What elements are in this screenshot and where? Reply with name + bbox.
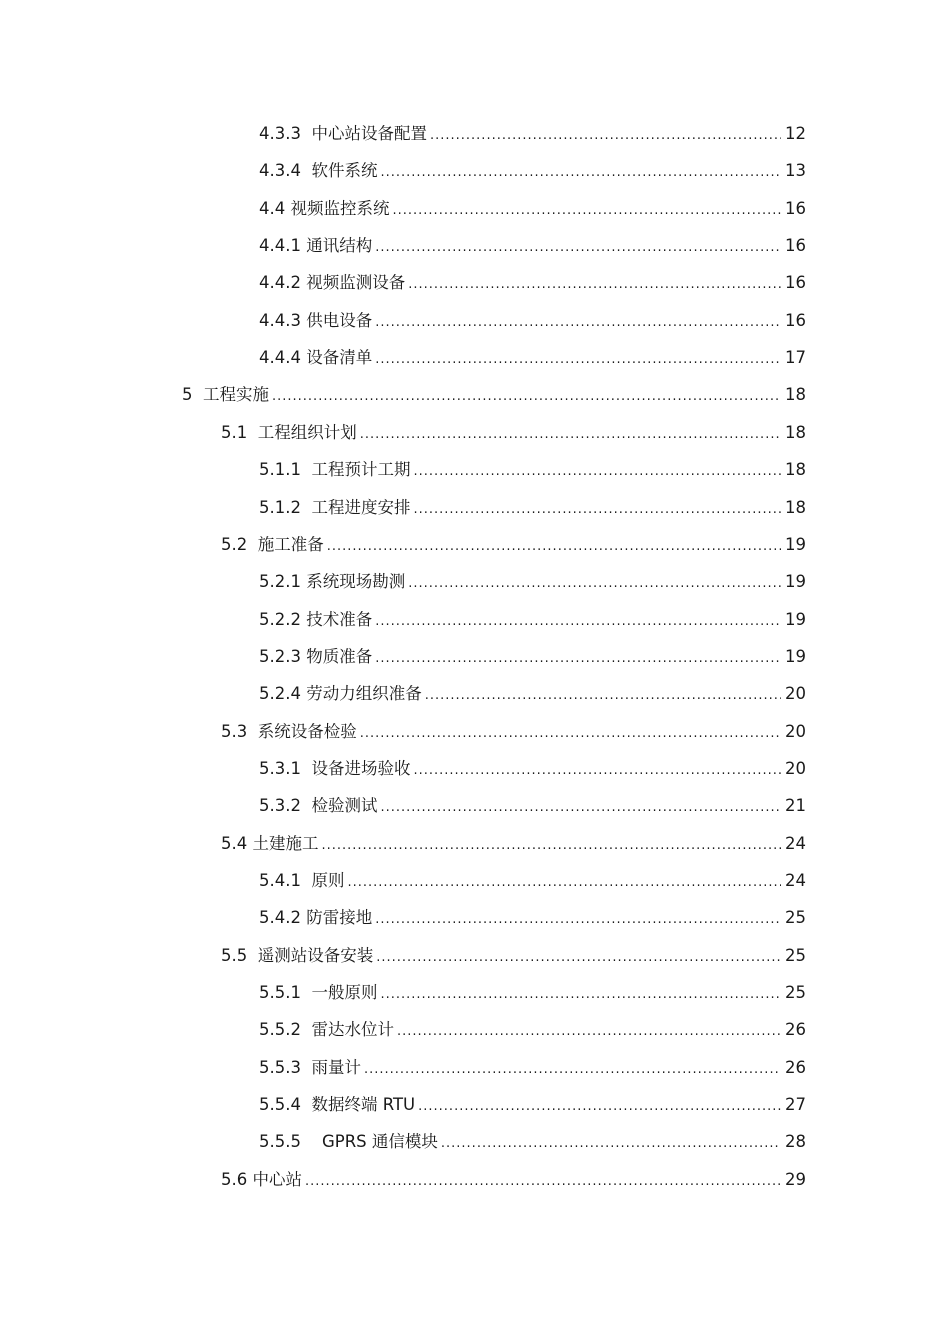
toc-entry-label: 5.4.1 原则 [259, 871, 345, 890]
toc-entry-page-number: 28 [785, 1132, 806, 1151]
toc-entry-page-number: 25 [785, 983, 806, 1002]
toc-entry[interactable] [0, 343, 806, 369]
toc-entry-page-number: 19 [785, 647, 806, 666]
toc-entry-label: 5.2.1 系统现场勘测 [259, 572, 406, 591]
toc-dot-leader [413, 762, 781, 780]
toc-dot-leader [322, 837, 782, 855]
toc-entry[interactable] [0, 119, 806, 145]
toc-dot-leader [347, 874, 781, 892]
toc-entry-label: 5.4.2 防雷接地 [259, 908, 373, 927]
toc-entry-label: 4.4.2 视频监测设备 [259, 273, 406, 292]
toc-entry-label: 5.1.1 工程预计工期 [259, 460, 411, 479]
toc-entry-page-number: 21 [785, 796, 806, 815]
toc-entry-page-number: 26 [785, 1058, 806, 1077]
toc-entry[interactable] [0, 231, 806, 257]
toc-entry-label: 5.5.2 雷达水位计 [259, 1020, 394, 1039]
toc-entry[interactable] [0, 978, 806, 1004]
toc-entry-page-number: 24 [785, 834, 806, 853]
toc-entry-label: 4.4.1 通讯结构 [259, 236, 373, 255]
toc-entry-page-number: 20 [785, 684, 806, 703]
toc-dot-leader [376, 949, 781, 967]
toc-entry-page-number: 16 [785, 199, 806, 218]
toc-entry-label: 5.5.4 数据终端 RTU [259, 1095, 416, 1114]
toc-entry[interactable] [0, 903, 806, 929]
toc-entry-label: 5.6 中心站 [221, 1170, 302, 1189]
toc-dot-leader [380, 799, 781, 817]
toc-dot-leader [430, 127, 781, 145]
toc-entry-page-number: 27 [785, 1095, 806, 1114]
toc-entry[interactable] [0, 605, 806, 631]
toc-entry-page-number: 16 [785, 273, 806, 292]
toc-entry[interactable] [0, 1127, 806, 1153]
toc-entry[interactable] [0, 754, 806, 780]
toc-entry-page-number: 18 [785, 498, 806, 517]
toc-entry-page-number: 24 [785, 871, 806, 890]
toc-entry-label: 5.5.5 GPRS 通信模块 [259, 1132, 438, 1151]
toc-entry-label: 5.5.1 一般原则 [259, 983, 378, 1002]
toc-entry[interactable] [0, 567, 806, 593]
toc-entry-page-number: 19 [785, 535, 806, 554]
toc-entry-page-number: 20 [785, 759, 806, 778]
toc-entry-label: 4.3.3 中心站设备配置 [259, 124, 427, 143]
toc-dot-leader [413, 463, 781, 481]
toc-dot-leader [380, 164, 781, 182]
toc-entry-page-number: 25 [785, 908, 806, 927]
toc-entry-page-number: 18 [785, 423, 806, 442]
toc-dot-leader [364, 1061, 781, 1079]
toc-dot-leader [360, 725, 781, 743]
toc-entry-label: 5 工程实施 [182, 385, 269, 404]
toc-entry-label: 5.5.3 雨量计 [259, 1058, 361, 1077]
toc-dot-leader [272, 388, 781, 406]
toc-entry-page-number: 25 [785, 946, 806, 965]
toc-entry-page-number: 18 [785, 460, 806, 479]
toc-entry-label: 4.4.3 供电设备 [259, 311, 373, 330]
toc-entry-label: 5.2.3 物质准备 [259, 647, 373, 666]
toc-dot-leader [375, 314, 781, 332]
toc-entry-label: 4.3.4 软件系统 [259, 161, 378, 180]
toc-entry-page-number: 12 [785, 124, 806, 143]
toc-entry[interactable] [0, 268, 806, 294]
toc-entry-label: 5.2.2 技术准备 [259, 610, 373, 629]
toc-dot-leader [441, 1135, 781, 1153]
toc-entry[interactable] [0, 493, 806, 519]
toc-entry[interactable] [0, 380, 806, 406]
toc-entry-page-number: 19 [785, 610, 806, 629]
toc-entry-label: 5.3 系统设备检验 [221, 722, 357, 741]
toc-entry-label: 4.4 视频监控系统 [259, 199, 390, 218]
toc-entry[interactable] [0, 642, 806, 668]
toc-entry-label: 4.4.4 设备清单 [259, 348, 373, 367]
toc-dot-leader [327, 538, 781, 556]
toc-entry[interactable] [0, 530, 806, 556]
toc-entry[interactable] [0, 791, 806, 817]
toc-entry-page-number: 16 [785, 311, 806, 330]
toc-dot-leader [408, 276, 781, 294]
toc-dot-leader [360, 426, 781, 444]
toc-dot-leader [375, 911, 781, 929]
toc-entry-label: 5.3.1 设备进场验收 [259, 759, 411, 778]
toc-entry-page-number: 20 [785, 722, 806, 741]
toc-dot-leader [408, 575, 781, 593]
toc-entry-page-number: 29 [785, 1170, 806, 1189]
toc-entry[interactable] [0, 194, 806, 220]
toc-entry-page-number: 18 [785, 385, 806, 404]
toc-entry-page-number: 17 [785, 348, 806, 367]
toc-entry[interactable] [0, 156, 806, 182]
toc-dot-leader [380, 986, 781, 1004]
toc-entry-label: 5.2 施工准备 [221, 535, 324, 554]
toc-dot-leader [375, 351, 781, 369]
toc-entry[interactable] [0, 455, 806, 481]
toc-dot-leader [397, 1023, 781, 1041]
toc-entry-page-number: 13 [785, 161, 806, 180]
toc-entry[interactable] [0, 1053, 806, 1079]
toc-dot-leader [393, 202, 782, 220]
toc-entry[interactable] [0, 717, 806, 743]
toc-entry-label: 5.4 土建施工 [221, 834, 319, 853]
toc-entry-label: 5.1.2 工程进度安排 [259, 498, 411, 517]
toc-entry-label: 5.5 遥测站设备安装 [221, 946, 374, 965]
toc-dot-leader [375, 613, 781, 631]
toc-entry[interactable] [0, 866, 806, 892]
toc-dot-leader [413, 501, 781, 519]
toc-entry[interactable] [0, 829, 806, 855]
toc-entry[interactable] [0, 1015, 806, 1041]
toc-entry-page-number: 26 [785, 1020, 806, 1039]
toc-entry[interactable] [0, 1090, 806, 1116]
toc-entry[interactable] [0, 306, 806, 332]
toc-entry-label: 5.2.4 劳动力组织准备 [259, 684, 422, 703]
toc-entry[interactable] [0, 941, 806, 967]
toc-entry-page-number: 16 [785, 236, 806, 255]
toc-entry[interactable] [0, 1165, 806, 1191]
toc-entry-page-number: 19 [785, 572, 806, 591]
toc-dot-leader [425, 687, 781, 705]
toc-dot-leader [418, 1098, 781, 1116]
toc-dot-leader [375, 650, 781, 668]
toc-entry[interactable] [0, 679, 806, 705]
toc-entry[interactable] [0, 418, 806, 444]
toc-dot-leader [305, 1173, 781, 1191]
toc-entry-label: 5.1 工程组织计划 [221, 423, 357, 442]
toc-dot-leader [375, 239, 781, 257]
toc-entry-label: 5.3.2 检验测试 [259, 796, 378, 815]
